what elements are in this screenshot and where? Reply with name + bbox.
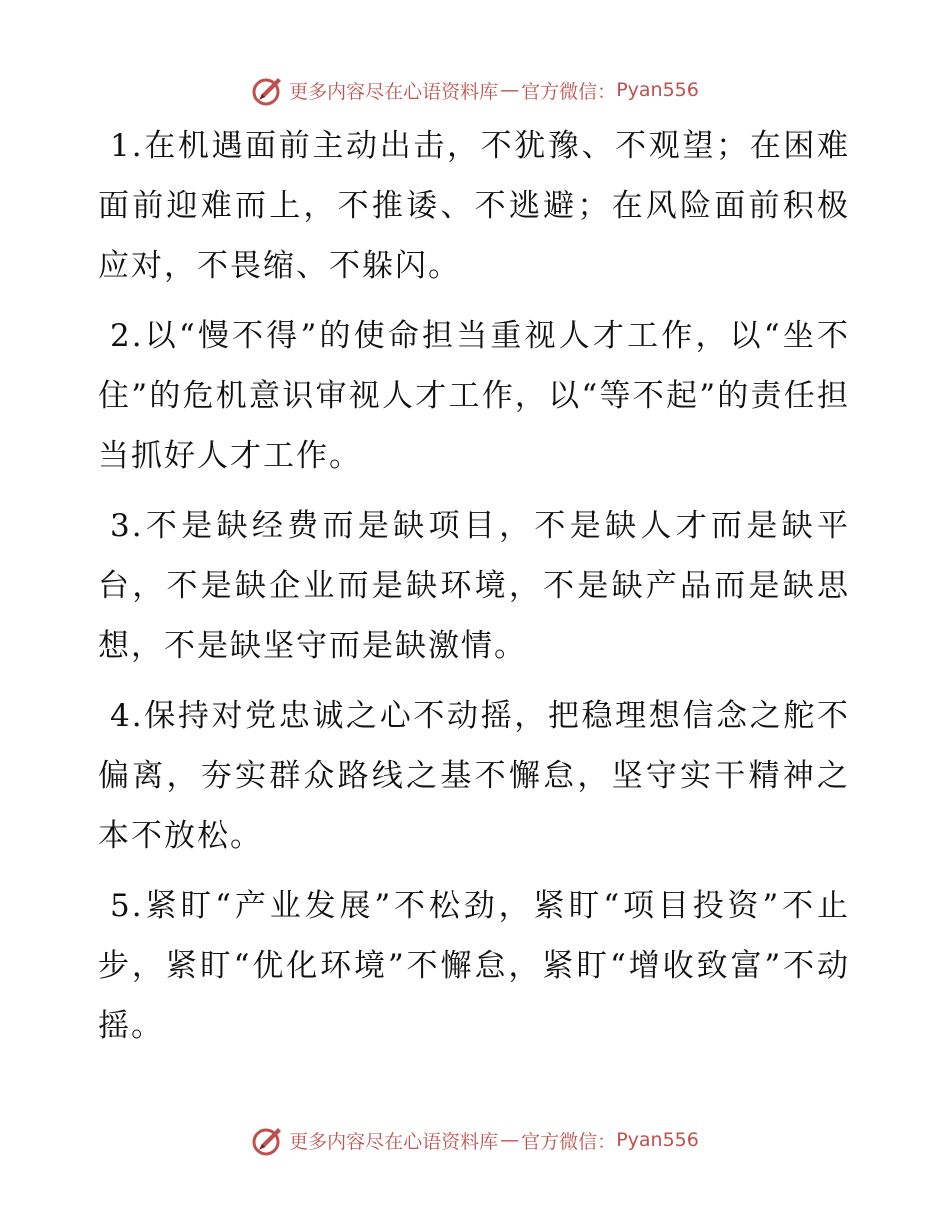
paragraph-text: 以“慢不得”的使命担当重视人才工作，以“坐不住”的危机意识审视人才工作，以“等不起”的责任担当抓好人才工作。 xyxy=(98,318,850,474)
banner-wechat-id: Pyan556 xyxy=(616,1129,699,1151)
paragraph-number: 3. xyxy=(110,508,144,544)
paragraph-1 xyxy=(98,116,850,296)
paragraph-text: 紧盯“产业发展”不松劲，紧盯“项目投资”不止步，紧盯“优化环境”不懈怠，紧盯“增收致富”不动摇。 xyxy=(98,888,850,1044)
footer-banner xyxy=(0,1120,950,1160)
document-body xyxy=(98,116,850,1066)
banner-official-label: 官方微信： xyxy=(521,80,617,103)
paragraph-text: 不是缺经费而是缺项目，不是缺人才而是缺平台，不是缺企业而是缺环境，不是缺产品而是缺思想，不是缺坚守而是缺激情。 xyxy=(98,508,850,664)
banner-main-text: 更多内容尽在心语资料库 xyxy=(289,80,499,103)
banner-official-label: 官方微信： xyxy=(521,1130,617,1153)
paragraph-4 xyxy=(98,686,850,866)
paragraph-5 xyxy=(98,876,850,1056)
header-banner xyxy=(0,70,950,110)
banner-separator: — xyxy=(500,79,520,101)
paragraph-number: 1. xyxy=(110,128,144,164)
quill-logo-icon xyxy=(251,73,285,107)
paragraph-2 xyxy=(98,306,850,486)
paragraph-number: 4. xyxy=(110,698,144,734)
quill-logo-icon xyxy=(251,1123,285,1157)
banner-separator: — xyxy=(500,1129,520,1151)
paragraph-text: 在机遇面前主动出击，不犹豫、不观望；在困难面前迎难而上，不推诿、不逃避；在风险面前积极应对，不畏缩、不躲闪。 xyxy=(98,128,850,284)
paragraph-text: 保持对党忠诚之心不动摇，把稳理想信念之舵不偏离，夯实群众路线之基不懈怠，坚守实干精神之本不放松。 xyxy=(98,698,850,854)
banner-wechat-id: Pyan556 xyxy=(616,79,699,101)
paragraph-number: 5. xyxy=(110,888,144,924)
banner-main-text: 更多内容尽在心语资料库 xyxy=(289,1130,499,1153)
paragraph-number: 2. xyxy=(110,318,144,354)
paragraph-3 xyxy=(98,496,850,676)
